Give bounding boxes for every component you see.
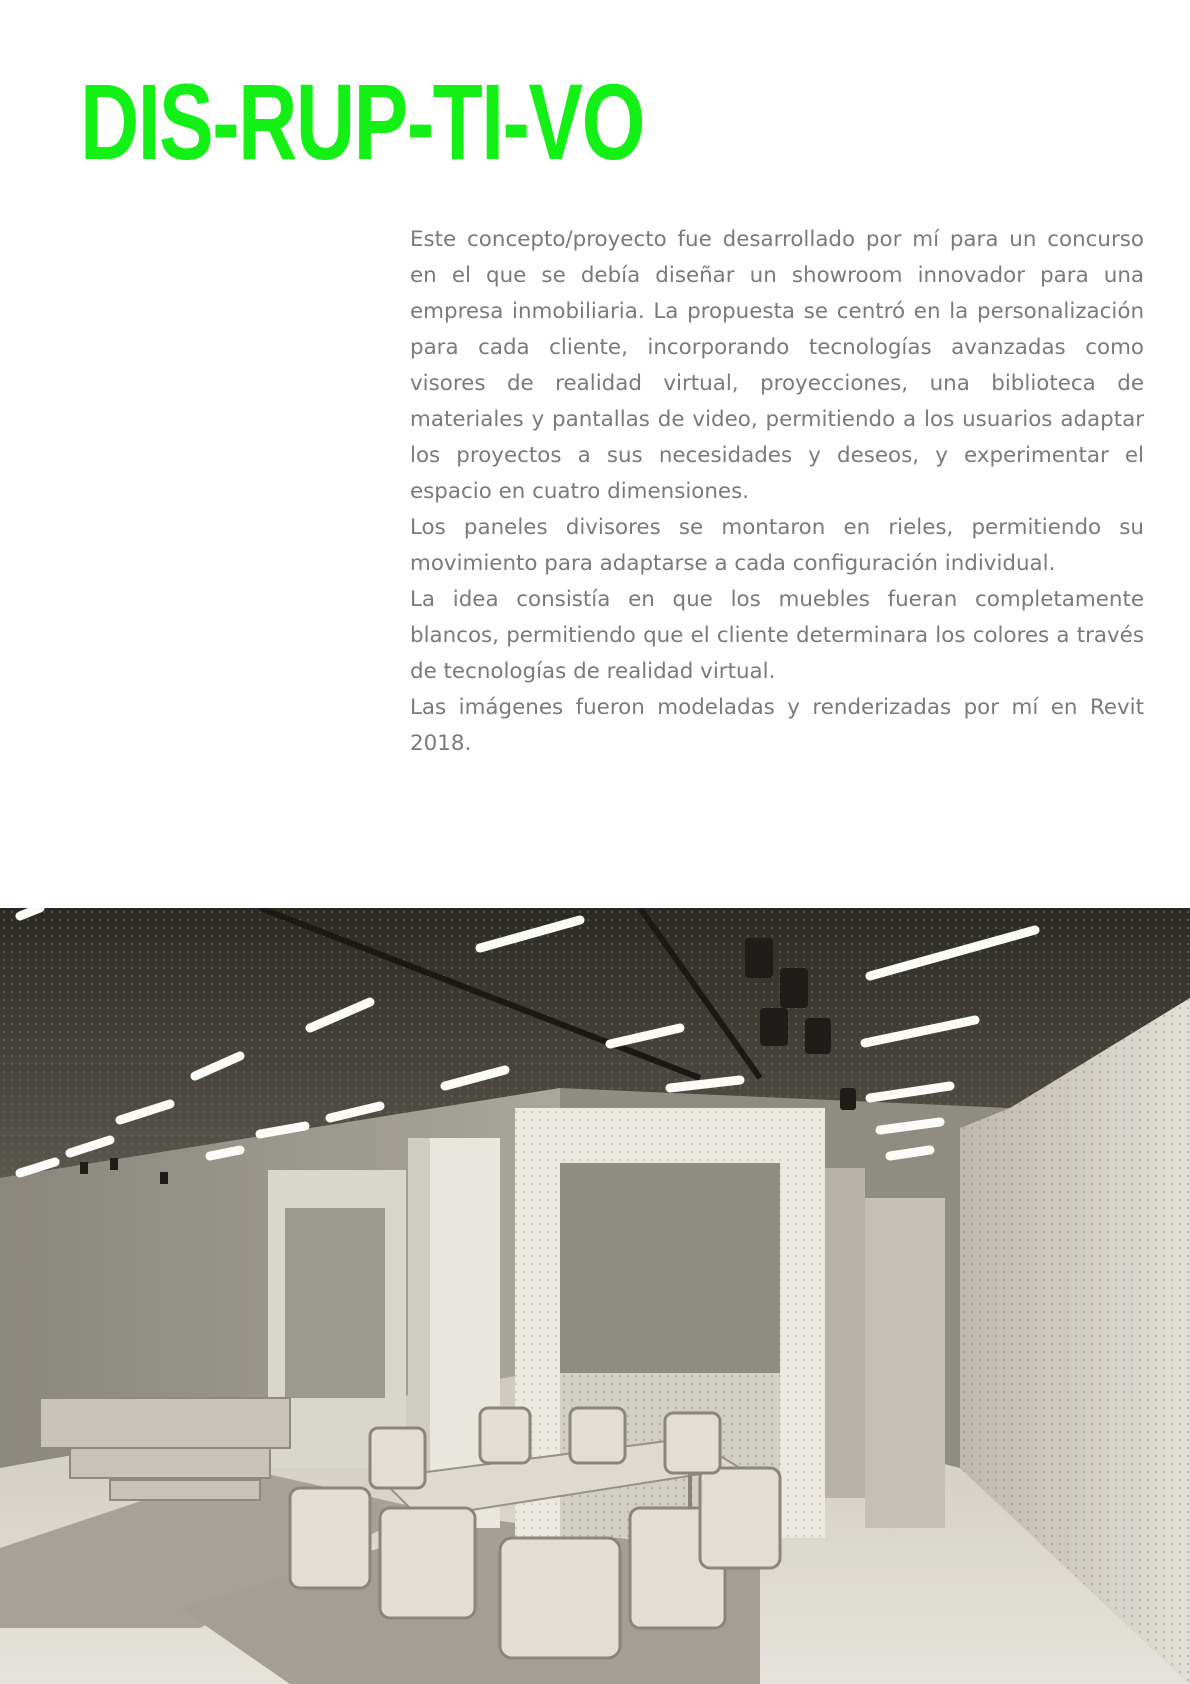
project-description [410, 222, 1144, 762]
showroom-render-image [0, 908, 1190, 1684]
paragraph-furniture: La idea consistía en que los muebles fueran completamente blancos, permitiendo que el cliente determinara los colores a través de tecnologías de realidad virtual. [410, 587, 1144, 684]
paragraph-rendering: Las imágenes fueron modeladas y renderizadas por mí en Revit 2018. [410, 695, 1144, 756]
page-title: DIS-RUP-TI-VO [80, 61, 644, 182]
paragraph-panels: Los paneles divisores se montaron en rieles, permitiendo su movimiento para adaptarse a cada configuración individual. [410, 515, 1144, 576]
paragraph-concept: Este concepto/proyecto fue desarrollado por mí para un concurso en el que se debía diseñar un showroom innovador para una empresa inmobiliaria. La propuesta se centró en la personalización para cada cliente, incorporando tecnologías avanzadas como visores de realidad virtual, proyecciones, una biblioteca de materiales y pantallas de video, permitiendo a los usuarios adaptar los proyectos a sus necesidades y deseos, y experimentar el espacio en cuatro dimensiones. [410, 227, 1144, 504]
